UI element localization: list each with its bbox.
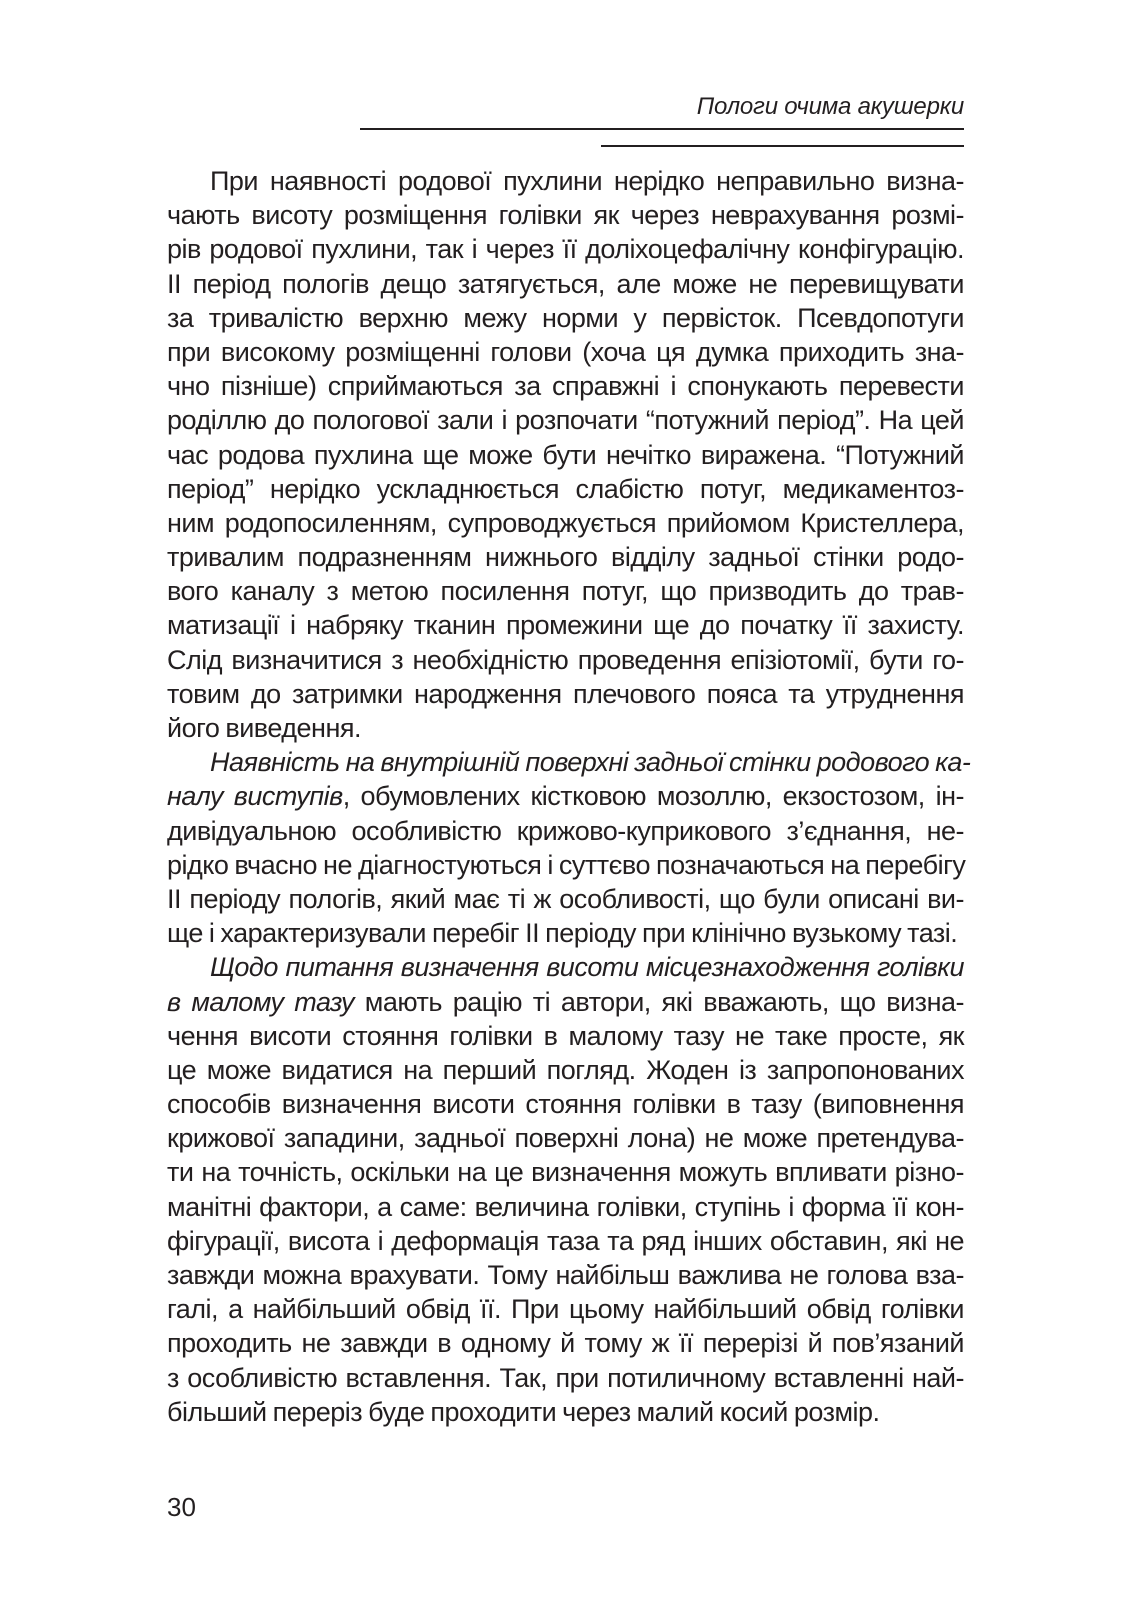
- text-line: тривалим подразненням нижнього відділу задньої стінки родо-: [167, 542, 964, 573]
- body-text: [167, 164, 971, 1429]
- text-line: II періоду пологів, який має ті ж особливості, що були описані ви-: [167, 883, 964, 914]
- text-line: [167, 985, 964, 1019]
- running-header: Пологи очима акушерки: [696, 93, 964, 120]
- text-line: час родова пухлина ще може бути нечітко виражена. “Потужний: [167, 439, 964, 470]
- text-line: період” нерідко ускладнюється слабістю потуг, медикаментоз-: [167, 473, 964, 504]
- text-line: чають висоту розміщення голівки як через неврахування розмі-: [167, 200, 964, 231]
- text-line: ним родопосиленням, супроводжується прийомом Кристеллера,: [167, 507, 964, 538]
- text-line: II період пологів дещо затягується, але може не перевищувати: [167, 268, 964, 299]
- text-line: чення висоти стояння голівки в малому тазу не таке просте, як: [167, 1020, 964, 1051]
- text-run: мають рацію ті автори, які вважають, що визна-: [354, 986, 964, 1017]
- text-line: фігурації, висота і деформація таза та ряд інших обставин, які не: [167, 1225, 964, 1256]
- header-rule-short: [601, 145, 964, 147]
- text-line: вого каналу з метою посилення потуг, що призводить до трав-: [167, 576, 964, 607]
- text-line: більший переріз буде проходити через малий косий розмір.: [167, 1396, 880, 1427]
- text-line: товим до затримки народження плечового пояса та утруднення: [167, 678, 964, 709]
- text-line: дивідуальною особливістю крижово-куприкового з’єднання, не-: [167, 815, 964, 846]
- text-line: [167, 950, 964, 984]
- text-line: за тривалістю верхню межу норми у первісток. Псевдопотуги: [167, 302, 964, 333]
- text-line: ти на точність, оскільки на це визначення можуть впливати різно-: [167, 1157, 964, 1188]
- text-line: галі, а найбільший обвід її. При цьому найбільший обвід голівки: [167, 1294, 964, 1325]
- text-line: [167, 745, 971, 779]
- text-line: з особливістю вставлення. Так, при потиличному вставленні най-: [167, 1362, 964, 1393]
- page-number: 30: [167, 1492, 196, 1522]
- italic-lead: Щодо питання визначення висоти місцезнаходження голівки: [210, 952, 964, 983]
- text-line: це може видатися на перший погляд. Жоден із запропонованих: [167, 1054, 964, 1085]
- text-line: матизації і набряку тканин промежини ще до початку її захисту.: [167, 610, 964, 641]
- text-line: манітні фактори, а саме: величина голівки, ступінь і форма її кон-: [167, 1191, 964, 1222]
- text-line: рів родової пухлини, так і через її доліхоцефалічну конфігурацію.: [167, 234, 964, 265]
- paragraph-1: [167, 164, 964, 745]
- paragraph-2: [167, 745, 971, 950]
- text-line: Слід визначитися з необхідністю проведення епізіотомії, бути го-: [167, 644, 964, 675]
- text-run: , обумовлених кістковою мозоллю, екзостозом, ін-: [342, 781, 964, 812]
- italic-lead: в малому тазу: [167, 986, 355, 1017]
- text-line: його виведення.: [167, 713, 361, 743]
- text-line: рідко вчасно не діагностуються і суттєво позначаються на перебігу: [167, 849, 966, 880]
- text-line: завжди можна врахувати. Тому найбільш важлива не голова вза-: [167, 1260, 964, 1290]
- text-line: при високому розміщенні голови (хоча ця думка приходить зна-: [167, 336, 964, 367]
- text-line: способів визначення висоти стояння голівки в тазу (виповнення: [167, 1089, 964, 1120]
- text-line: роділлю до пологової зали і розпочати “потужний період”. На цей: [167, 405, 964, 436]
- text-line: крижової западини, задньої поверхні лона) не може претендува-: [167, 1123, 964, 1154]
- italic-lead: налу виступів: [167, 781, 343, 812]
- text-line: При наявності родової пухлини нерідко неправильно визна-: [210, 166, 964, 196]
- paragraph-3: [167, 950, 964, 1429]
- text-line: [167, 779, 964, 813]
- text-line: чно пізніше) сприймаються за справжні і спонукають перевести: [167, 371, 964, 402]
- header-rule-long: [360, 128, 964, 130]
- italic-lead: Наявність на внутрішній поверхні задньої стінки родового ка-: [210, 747, 971, 778]
- text-line: проходить не завжди в одному й тому ж її перерізі й пов’язаний: [167, 1328, 964, 1359]
- text-line: ще і характеризували перебіг II періоду при клінічно вузькому тазі.: [167, 918, 958, 949]
